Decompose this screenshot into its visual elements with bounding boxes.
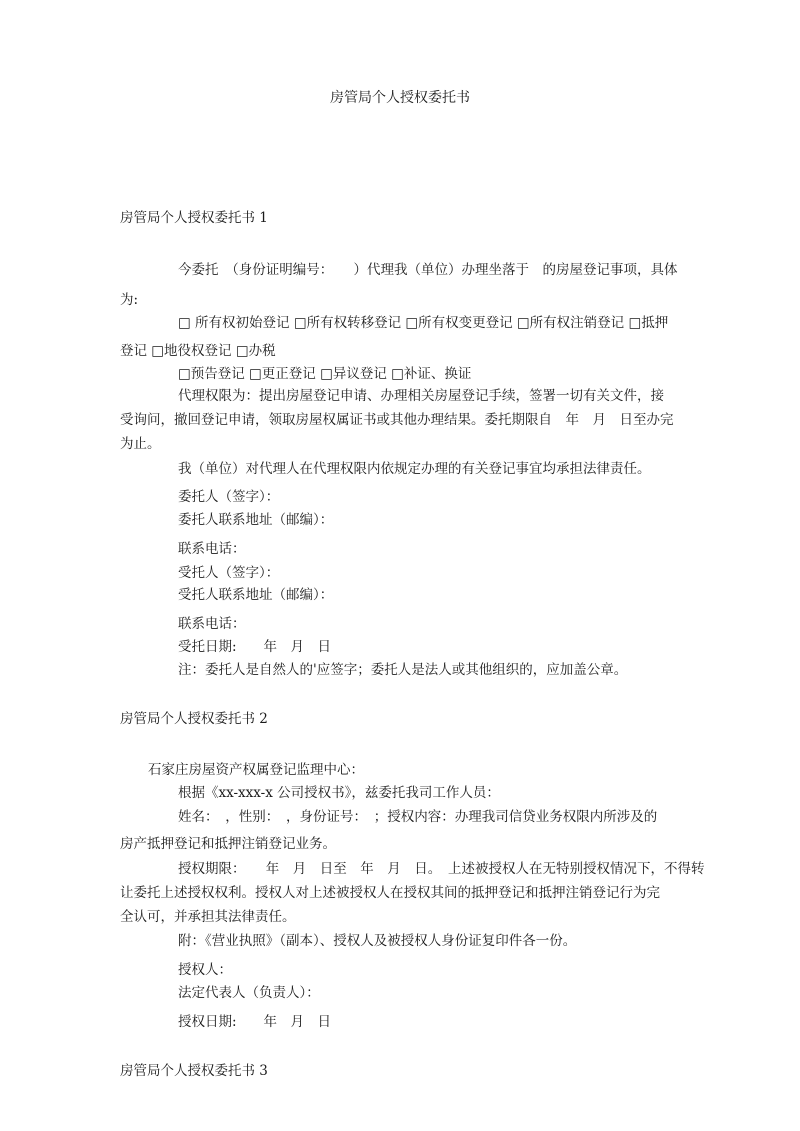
- document-title: 房管局个人授权委托书: [330, 90, 470, 106]
- section-1-scope-line-1: 代理权限为：提出房屋登记申请、办理相关房屋登记手续，签署一切有关文件，接: [178, 388, 664, 404]
- section-2-basis: 根据《xx-xxx-x 公司授权书》，兹委托我司工作人员：: [178, 785, 500, 801]
- section-3-heading: 房管局个人授权委托书 3: [120, 1063, 268, 1079]
- section-1-intro-line-1: 今委托 （身份证明编号： ）代理我（单位）办理坐落于 的房屋登记事项，具体: [178, 262, 678, 278]
- section-1-scope-line-3: 为止。: [120, 436, 161, 452]
- section-1-scope-line-2: 受询问，撤回登记申请，领取房屋权属证书或其他办理结果。委托期限自 年 月 日至办完: [120, 412, 674, 428]
- section-1-heading: 房管局个人授权委托书 1: [120, 210, 268, 226]
- section-2-heading: 房管局个人授权委托书 2: [120, 711, 268, 727]
- section-1-checkbox-line-1: □ 所有权初始登记 □所有权转移登记 □所有权变更登记 □所有权注销登记 □抵押: [178, 315, 669, 331]
- section-2-term-line-2: 让委托上述授权权利。授权人对上述被授权人在授权其间的抵押登记和抵押注销登记行为完: [120, 885, 660, 901]
- section-2-date: 授权日期: 年 月 日: [178, 1014, 332, 1030]
- section-1-principal-sign: 委托人（签字）：: [178, 489, 280, 505]
- section-1-date: 受托日期: 年 月 日: [178, 639, 332, 655]
- section-2-fields-line-2: 房产抵押登记和抵押注销登记业务。: [120, 836, 336, 852]
- section-1-principal-phone: 联系电话：: [178, 541, 246, 557]
- section-1-agent-phone: 联系电话：: [178, 616, 246, 632]
- section-1-note: 注：委托人是自然人的'应签字；委托人是法人或其他组织的，应加盖公章。: [178, 662, 628, 678]
- section-1-agent-address: 受托人联系地址（邮编）：: [178, 587, 334, 603]
- section-2-attachment: 附：《营业执照》（副本）、授权人及被授权人身份证复印件各一份。: [178, 933, 577, 949]
- section-1-checkbox-line-3: □预告登记 □更正登记 □异议登记 □补证、换证: [178, 366, 472, 382]
- section-2-term-line-3: 全认可，并承担其法律责任。: [120, 909, 296, 925]
- section-2-addressee: 石家庄房屋资产权属登记监理中心：: [148, 762, 364, 778]
- section-2-term-line-1: 授权期限： 年 月 日至 年 月 日。 上述被授权人在无特别授权情况下，不得转: [178, 861, 705, 877]
- section-1-checkbox-line-2: 登记 □地役权登记 □办税: [120, 343, 276, 359]
- section-2-legal-representative: 法定代表人（负责人）：: [178, 985, 320, 1001]
- section-1-intro-line-2: 为:: [120, 292, 139, 308]
- section-1-liability: 我（单位）对代理人在代理权限内依规定办理的有关登记事宜均承担法律责任。: [178, 461, 651, 477]
- section-2-fields-line-1: 姓名： ，性别： ，身份证号： ；授权内容：办理我司信贷业务权限内所涉及的: [178, 809, 658, 825]
- section-1-agent-sign: 受托人（签字）：: [178, 565, 280, 581]
- section-2-grantor: 授权人：: [178, 962, 232, 978]
- section-1-principal-address: 委托人联系地址（邮编）：: [178, 512, 334, 528]
